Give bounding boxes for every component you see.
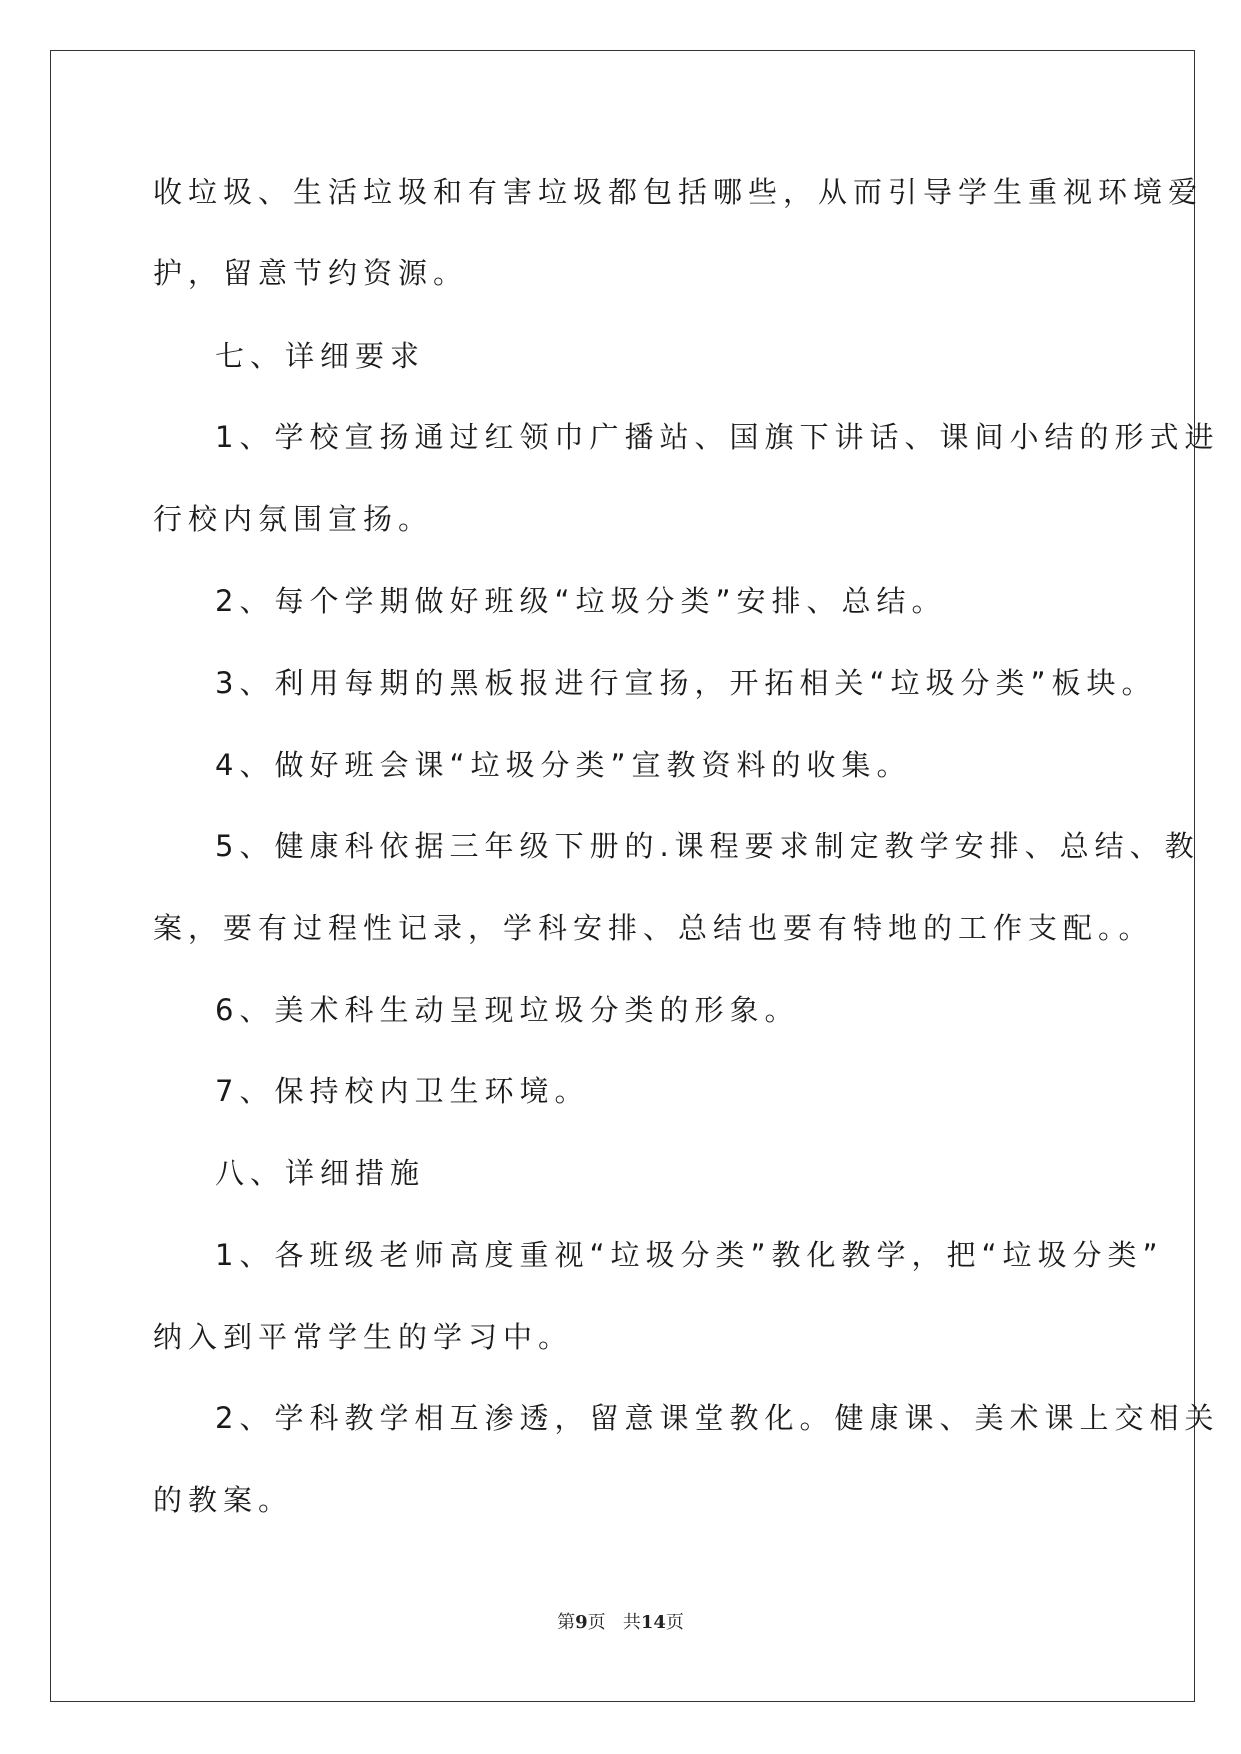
list-item: 4、做好班会课“垃圾分类”宣教资料的收集。 (215, 748, 912, 782)
list-item: 1、学校宣扬通过红领巾广播站、国旗下讲话、课间小结的形式进 (215, 420, 1220, 454)
body-line: 案，要有过程性记录，学科安排、总结也要有特地的工作支配。。 (153, 911, 1154, 945)
list-item: 6、美术科生动呈现垃圾分类的形象。 (215, 993, 800, 1027)
list-item: 1、各班级老师高度重视“垃圾分类”教化教学，把“垃圾分类” (215, 1238, 1164, 1272)
section-heading: 八、详细措施 (215, 1156, 426, 1190)
page-border (50, 50, 1195, 1702)
list-item: 5、健康科依据三年级下册的.课程要求制定教学安排、总结、教 (215, 829, 1200, 863)
body-line: 收垃圾、生活垃圾和有害垃圾都包括哪些，从而引导学生重视环境爱 (153, 175, 1204, 209)
list-item: 3、利用每期的黑板报进行宣扬，开拓相关“垃圾分类”板块。 (215, 666, 1157, 700)
body-line: 护，留意节约资源。 (153, 256, 469, 290)
footer-prefix: 第 (557, 1612, 576, 1633)
page-unit: 页 (587, 1612, 606, 1633)
total-prefix: 共 (622, 1612, 641, 1633)
page-number: 9 (575, 1612, 588, 1633)
body-line: 的教案。 (153, 1483, 294, 1517)
section-heading: 七、详细要求 (215, 339, 426, 373)
body-line: 行校内氛围宣扬。 (153, 502, 434, 536)
total-pages: 14 (640, 1612, 666, 1633)
page-footer (0, 1608, 1241, 1634)
list-item: 7、保持校内卫生环境。 (215, 1074, 590, 1108)
total-unit: 页 (665, 1612, 684, 1633)
list-item: 2、每个学期做好班级“垃圾分类”安排、总结。 (215, 584, 947, 618)
list-item: 2、学科教学相互渗透，留意课堂教化。健康课、美术课上交相关 (215, 1401, 1220, 1435)
body-line: 纳入到平常学生的学习中。 (153, 1320, 574, 1354)
